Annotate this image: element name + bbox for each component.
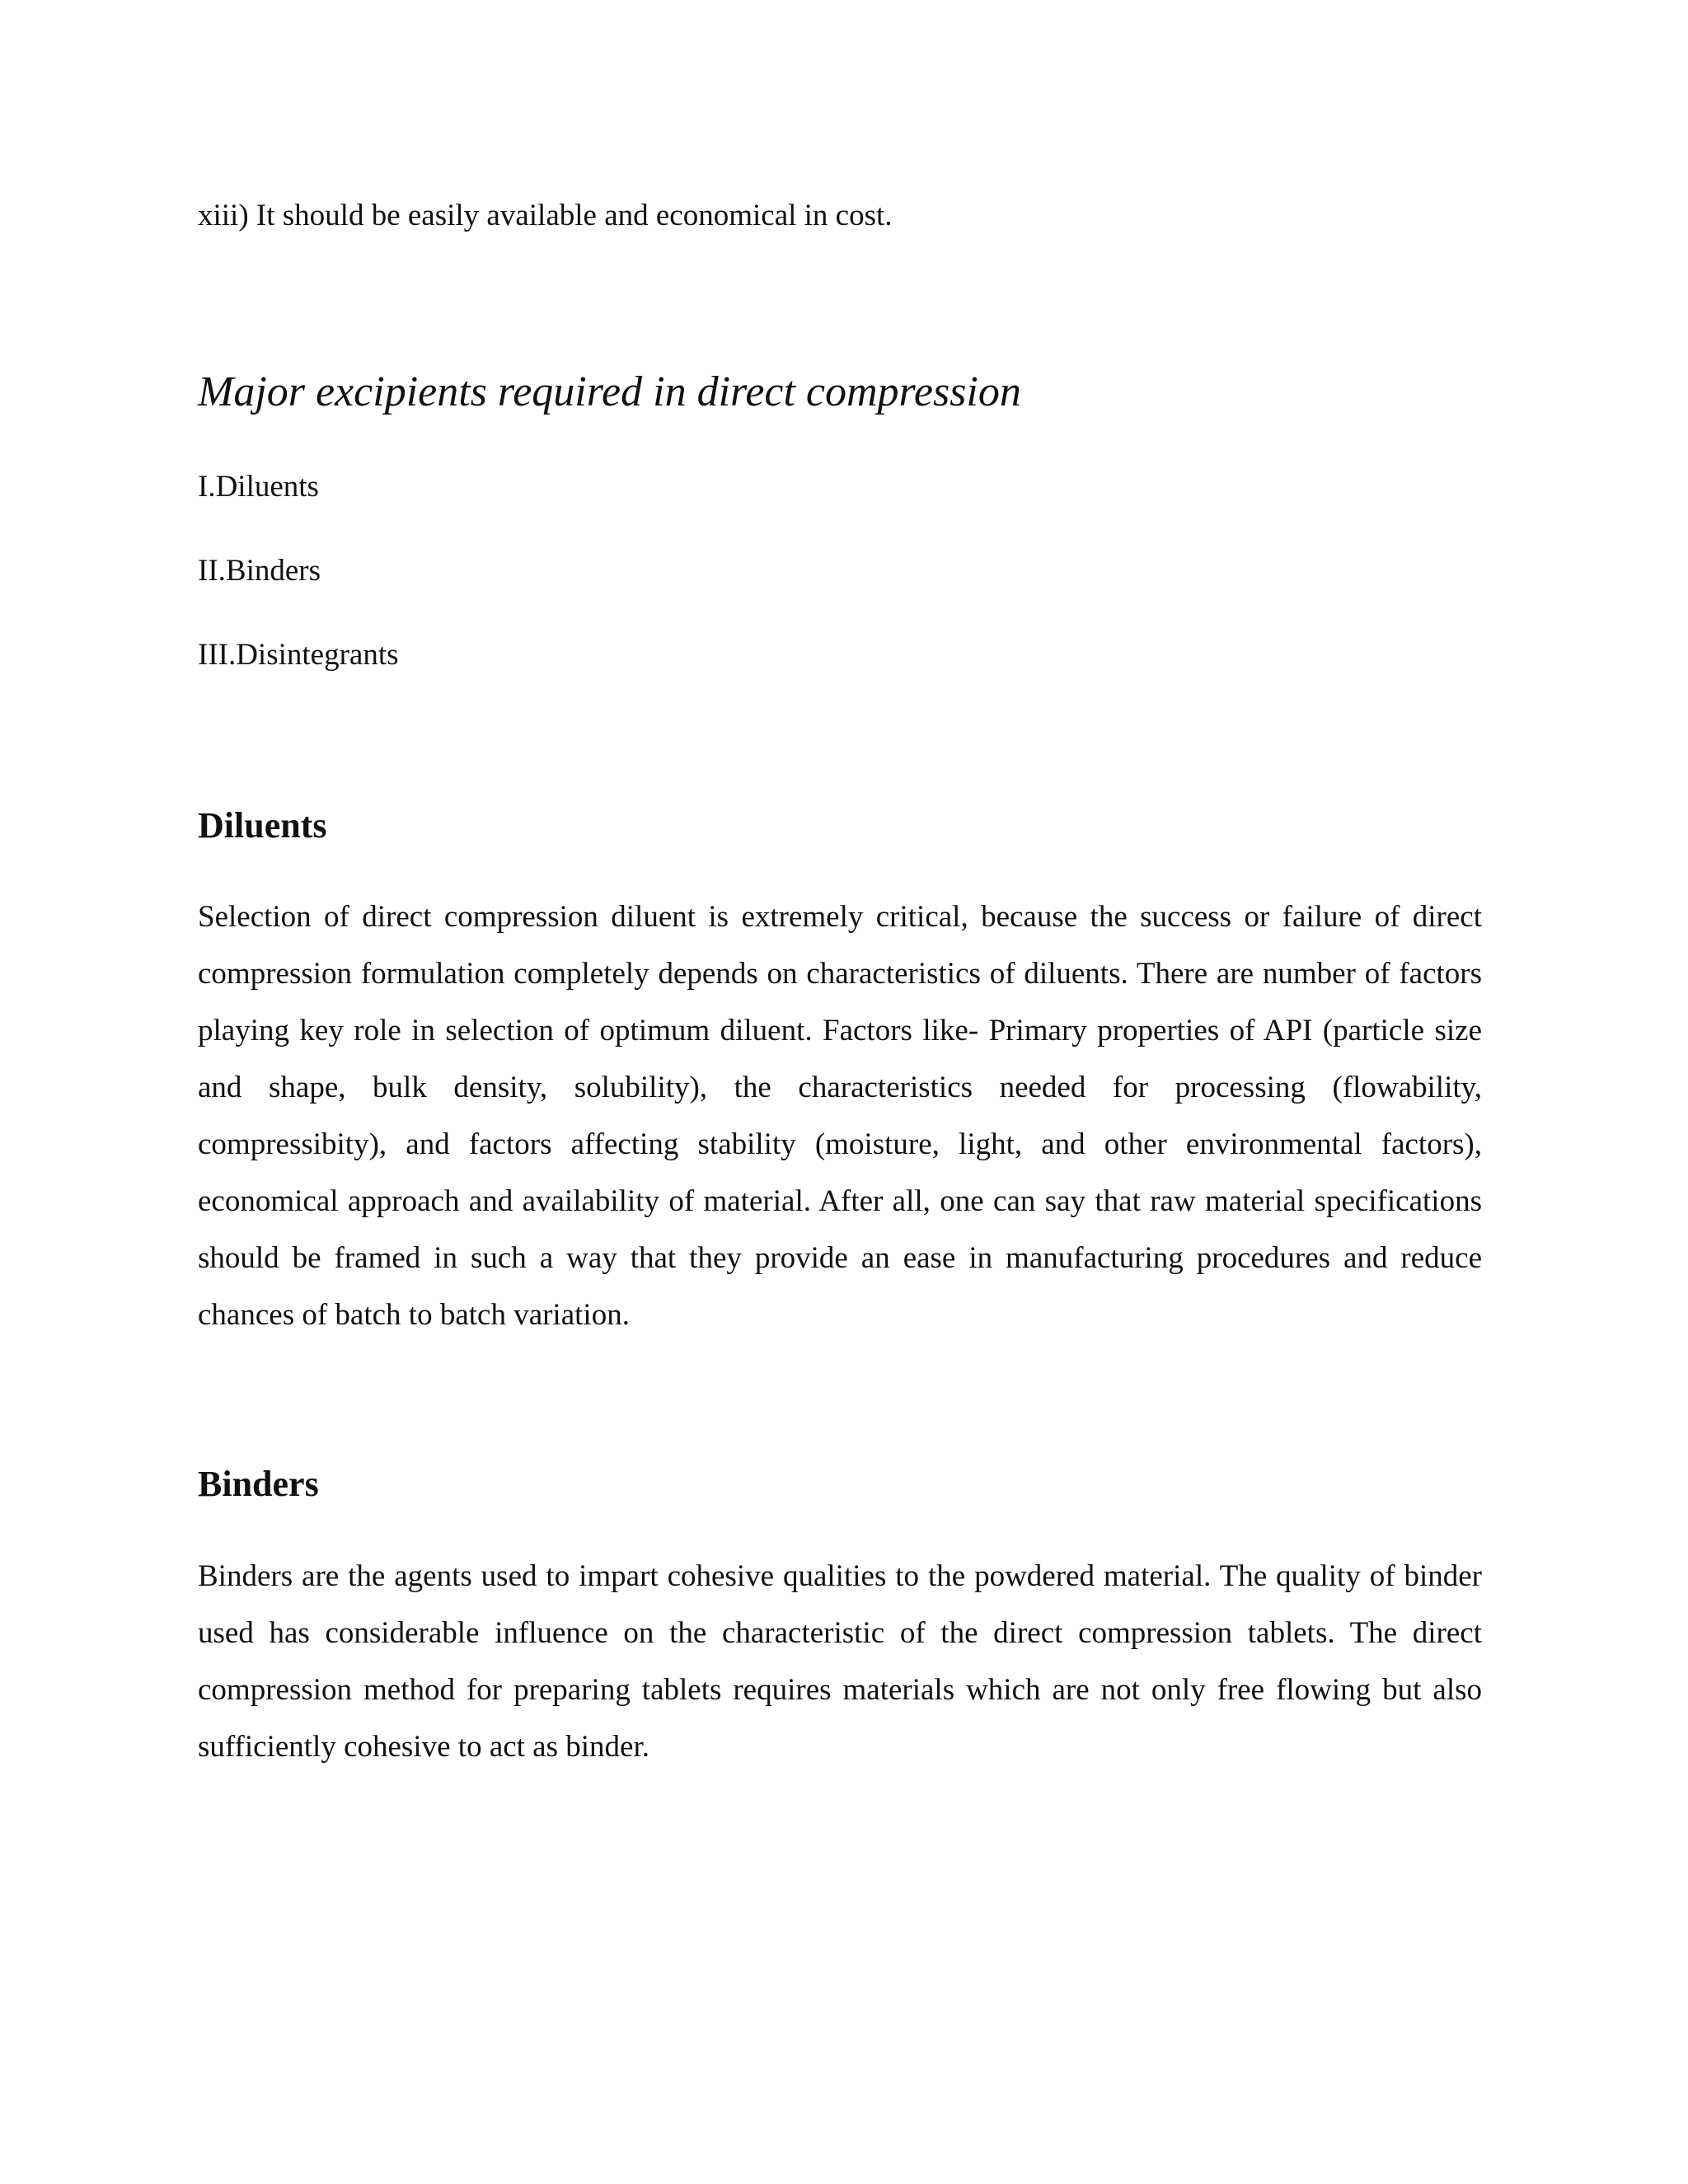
section-title: Major excipients required in direct compression — [198, 368, 1021, 415]
binders-paragraph: Binders are the agents used to impart cohesive qualities to the powdered material. The quality of binder used has considerable influence on the characteristic of the direct compression tablets. The direct compression method for preparing tablets requires materials which are not only free flowing but also sufficiently cohesive to act as binder. — [198, 1559, 1482, 1764]
list-item-binders: II.Binders — [198, 554, 321, 588]
list-item-diluents: I.Diluents — [198, 470, 319, 504]
diluents-heading: Diluents — [198, 805, 327, 846]
list-item-xiii: xiii) It should be easily available and economical in cost. — [198, 199, 893, 232]
diluents-paragraph: Selection of direct compression diluent is extremely critical, because the success or failure of direct compression formulation completely depends on characteristics of diluents. There are number of factors playing key role in selection of optimum diluent. Factors like- Primary properties of API (particle size and shape, bulk density, solubility), the characteristics needed for processing (flowability, compressibity), and factors affecting stability (moisture, light, and other environmental factors), economical approach and availability of material. After all, one can say that raw material specifications should be framed in such a way that they provide an ease in manufacturing procedures and reduce chances of batch to batch variation. — [198, 900, 1482, 1332]
binders-heading: Binders — [198, 1464, 319, 1504]
list-item-disintegrants: III.Disintegrants — [198, 638, 399, 672]
